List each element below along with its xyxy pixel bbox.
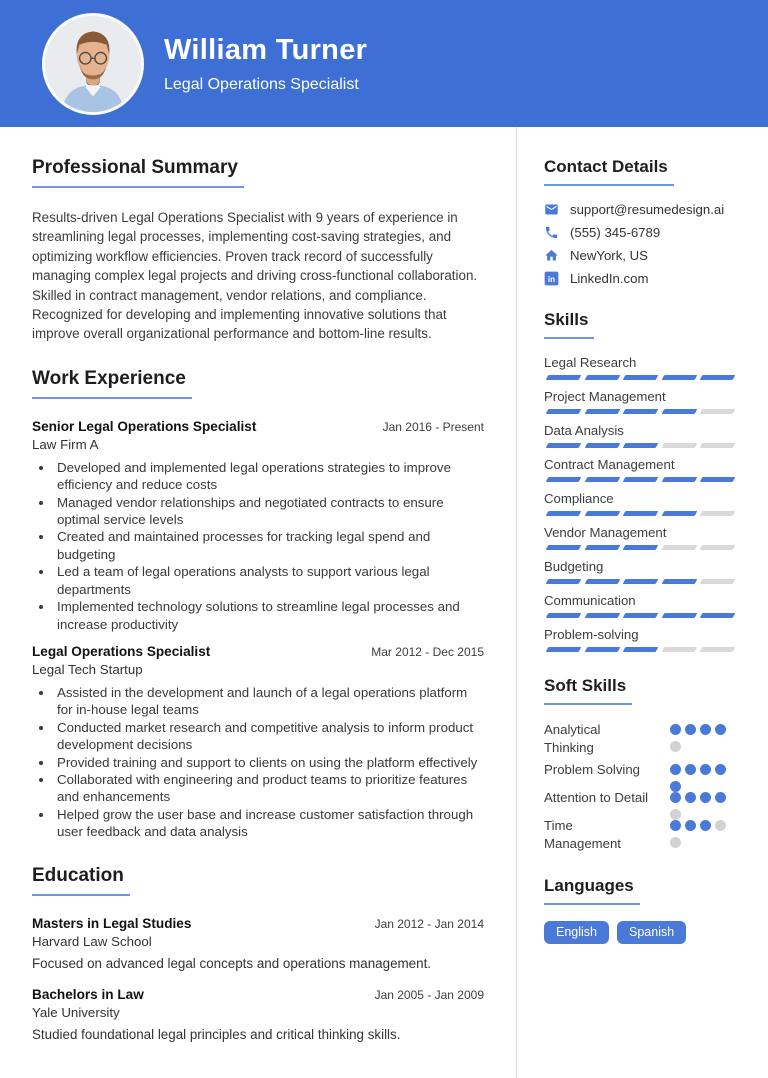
skill-bar-segment (623, 477, 658, 482)
job-head (32, 644, 484, 659)
contact-text[interactable]: support@resumedesign.ai (570, 202, 725, 217)
skill-bar-segment (546, 579, 581, 584)
skill-bar-segment (623, 443, 658, 448)
main-column (32, 127, 484, 1066)
job-bullet: • Implemented technology solutions to streamline legal processes and increase productivity (54, 598, 484, 633)
skill-bar-segment (623, 579, 658, 584)
job-title: Legal Operations Specialist (32, 643, 211, 659)
contact-item (544, 202, 737, 217)
languages-list (544, 921, 737, 944)
rating-dot (685, 792, 696, 803)
skill-bar-segment (700, 375, 735, 380)
job-bullet: • Collaborated with engineering and product teams to prioritize features and enhancements (54, 771, 484, 806)
skill-item (544, 593, 737, 618)
skill-bar-segment (584, 579, 619, 584)
skill-bar-segment (661, 409, 696, 414)
soft-skills-section (544, 676, 737, 852)
header (0, 0, 768, 127)
contact-item (544, 225, 737, 240)
job-bullet: • Conducted market research and competitive analysis to inform product development decisions (54, 719, 484, 754)
skill-bar-segment (546, 477, 581, 482)
person-avatar-icon (45, 16, 141, 112)
skill-bar-segment (700, 647, 735, 652)
skill-bar-segment (623, 409, 658, 414)
skill-bar-segment (623, 545, 658, 550)
skills-heading: Skills (544, 310, 594, 339)
rating-dot (670, 837, 681, 848)
school-name: Yale University (32, 1004, 120, 1020)
rating-dot (670, 820, 681, 831)
skill-bar-segment (584, 511, 619, 516)
education-description: Studied foundational legal principles and critical thinking skills. (32, 1026, 401, 1042)
skill-label: Legal Research (544, 355, 637, 370)
skill-bar-segment (623, 647, 658, 652)
rating-dot (670, 724, 681, 735)
languages-section (544, 876, 737, 944)
language-badge: English (544, 921, 609, 944)
column-divider (516, 127, 517, 1078)
candidate-name: William Turner (164, 33, 368, 66)
soft-skill-item (544, 721, 737, 756)
education-dates: Jan 2012 - Jan 2014 (374, 916, 484, 931)
skill-bar-segment (700, 545, 735, 550)
rating-dot (700, 792, 711, 803)
job-bullet: • Provided training and support to clients on using the platform effectively (54, 754, 484, 771)
rating-dot (685, 724, 696, 735)
skill-level-bar (544, 375, 737, 380)
education-list (32, 916, 484, 1042)
summary-heading: Professional Summary (32, 157, 244, 188)
soft-skill-label: Attention to Detail (544, 790, 649, 805)
job-dates: Mar 2012 - Dec 2015 (371, 644, 484, 659)
skills-section (544, 310, 737, 652)
profile-photo (42, 13, 144, 115)
soft-skill-dots (670, 820, 730, 848)
skill-bar-segment (661, 579, 696, 584)
skill-bar-segment (546, 647, 581, 652)
skill-bar-segment (661, 375, 696, 380)
skill-label: Data Analysis (544, 423, 624, 438)
skill-bar-segment (546, 409, 581, 414)
job-bullet: • Assisted in the development and launch of a legal operations platform for in-house legal teams (54, 684, 484, 719)
skill-bar-segment (700, 613, 735, 618)
education-head (32, 987, 484, 1002)
soft-skill-dots (670, 724, 730, 752)
contact-text: NewYork, US (570, 248, 648, 263)
job-dates: Jan 2016 - Present (382, 419, 484, 434)
skill-bar-segment (584, 545, 619, 550)
skill-bar-segment (700, 409, 735, 414)
skill-bar-segment (584, 409, 619, 414)
experience-heading: Work Experience (32, 368, 192, 399)
skill-item (544, 525, 737, 550)
skill-bar-segment (584, 477, 619, 482)
contact-text: (555) 345-6789 (570, 225, 661, 240)
home-icon (544, 248, 559, 263)
soft-skill-item (544, 761, 737, 784)
skill-bar-segment (546, 443, 581, 448)
skill-bar-segment (700, 579, 735, 584)
skill-bar-segment (546, 613, 581, 618)
job-bullet: • Created and maintained processes for tracking legal spend and budgeting (54, 528, 484, 563)
rating-dot (670, 764, 681, 775)
job-company: Law Firm A (32, 436, 99, 452)
skill-bar-segment (584, 647, 619, 652)
degree-title: Bachelors in Law (32, 986, 144, 1002)
candidate-title: Legal Operations Specialist (164, 75, 359, 93)
skill-bar-segment (623, 613, 658, 618)
skill-label: Compliance (544, 491, 614, 506)
rating-dot (700, 764, 711, 775)
education-dates: Jan 2005 - Jan 2009 (374, 987, 484, 1002)
skill-bar-segment (661, 647, 696, 652)
skill-label: Vendor Management (544, 525, 667, 540)
skill-level-bar (544, 409, 737, 414)
skill-level-bar (544, 647, 737, 652)
skill-item (544, 389, 737, 414)
rating-dot (700, 820, 711, 831)
skill-bar-segment (623, 511, 658, 516)
degree-title: Masters in Legal Studies (32, 915, 192, 931)
linkedin-icon (544, 271, 559, 286)
skill-bar-segment (546, 511, 581, 516)
phone-icon (544, 225, 559, 240)
experience-section (32, 368, 484, 841)
soft-skill-dots (670, 764, 730, 792)
skill-level-bar (544, 443, 737, 448)
education-head (32, 916, 484, 931)
job-bullet: • Led a team of legal operations analysts to support various legal departments (54, 563, 484, 598)
skill-bar-segment (584, 613, 619, 618)
rating-dot (715, 764, 726, 775)
sidebar-column (544, 127, 737, 968)
school-name: Harvard Law School (32, 933, 152, 949)
education-entry (32, 916, 484, 971)
skill-bar-segment (661, 477, 696, 482)
skill-bar-segment (623, 375, 658, 380)
skill-bar-segment (546, 375, 581, 380)
skill-item (544, 559, 737, 584)
skill-bar-segment (584, 375, 619, 380)
skill-label: Contract Management (544, 457, 675, 472)
education-entry (32, 987, 484, 1042)
job-bullet: • Helped grow the user base and increase customer satisfaction through user feedback and data analysis (54, 806, 484, 841)
skill-bar-segment (700, 443, 735, 448)
skill-item (544, 457, 737, 482)
email-icon (544, 202, 559, 217)
education-description: Focused on advanced legal concepts and operations management. (32, 955, 432, 971)
rating-dot (670, 741, 681, 752)
rating-dot (685, 764, 696, 775)
job-bullets (32, 684, 484, 841)
skill-bar-segment (546, 545, 581, 550)
skill-level-bar (544, 477, 737, 482)
job-title: Senior Legal Operations Specialist (32, 418, 257, 434)
svg-text:in: in (547, 274, 556, 284)
summary-text: Results-driven Legal Operations Specialist with 9 years of experience in streamlining legal processes, implementing cost-saving strategies, and optimizing workflow efficiencies. Proven track record of successfully managing complex legal projects and driving cross-functional collaboration. Skilled in contract management, vendor relations, and compliance. Recognized for developing and implementing innovative solutions that improve overall organizational performance and bottom-line results. (32, 210, 478, 342)
languages-heading: Languages (544, 876, 640, 905)
contact-section (544, 157, 737, 286)
contact-list (544, 202, 737, 286)
soft-skill-item (544, 817, 737, 852)
job-entry (32, 644, 484, 841)
summary-section (32, 157, 484, 344)
skill-bar-segment (661, 613, 696, 618)
skill-level-bar (544, 511, 737, 516)
contact-item (544, 271, 737, 286)
job-bullet: • Developed and implemented legal operations strategies to improve efficiency and reduce costs (54, 459, 484, 494)
job-bullets (32, 459, 484, 633)
job-entry (32, 419, 484, 633)
skill-bar-segment (584, 443, 619, 448)
education-section (32, 865, 484, 1042)
skill-item (544, 491, 737, 516)
job-bullet: • Managed vendor relationships and negotiated contracts to ensure optimal service levels (54, 494, 484, 529)
skill-bar-segment (700, 511, 735, 516)
rating-dot (670, 792, 681, 803)
soft-skills-heading: Soft Skills (544, 676, 632, 705)
skill-level-bar (544, 613, 737, 618)
skill-item (544, 355, 737, 380)
skills-list (544, 355, 737, 652)
soft-skill-dots (670, 792, 730, 820)
education-heading: Education (32, 865, 130, 896)
soft-skill-label: Time Management (544, 818, 621, 851)
rating-dot (715, 724, 726, 735)
soft-skill-label: Analytical Thinking (544, 722, 601, 755)
job-company: Legal Tech Startup (32, 661, 143, 677)
skill-bar-segment (661, 511, 696, 516)
skill-bar-segment (661, 443, 696, 448)
skill-label: Project Management (544, 389, 666, 404)
rating-dot (715, 820, 726, 831)
soft-skills-list (544, 721, 737, 852)
skill-label: Problem-solving (544, 627, 639, 642)
contact-heading: Contact Details (544, 157, 674, 186)
skill-item (544, 423, 737, 448)
skill-bar-segment (661, 545, 696, 550)
skill-level-bar (544, 545, 737, 550)
jobs-list (32, 419, 484, 841)
contact-item (544, 248, 737, 263)
soft-skill-item (544, 789, 737, 812)
language-badge: Spanish (617, 921, 686, 944)
rating-dot (715, 792, 726, 803)
rating-dot (685, 820, 696, 831)
skill-label: Communication (544, 593, 636, 608)
contact-text[interactable]: LinkedIn.com (570, 271, 649, 286)
soft-skill-label: Problem Solving (544, 762, 641, 777)
skill-item (544, 627, 737, 652)
job-head (32, 419, 484, 434)
skill-label: Budgeting (544, 559, 604, 574)
rating-dot (700, 724, 711, 735)
skill-bar-segment (700, 477, 735, 482)
skill-level-bar (544, 579, 737, 584)
